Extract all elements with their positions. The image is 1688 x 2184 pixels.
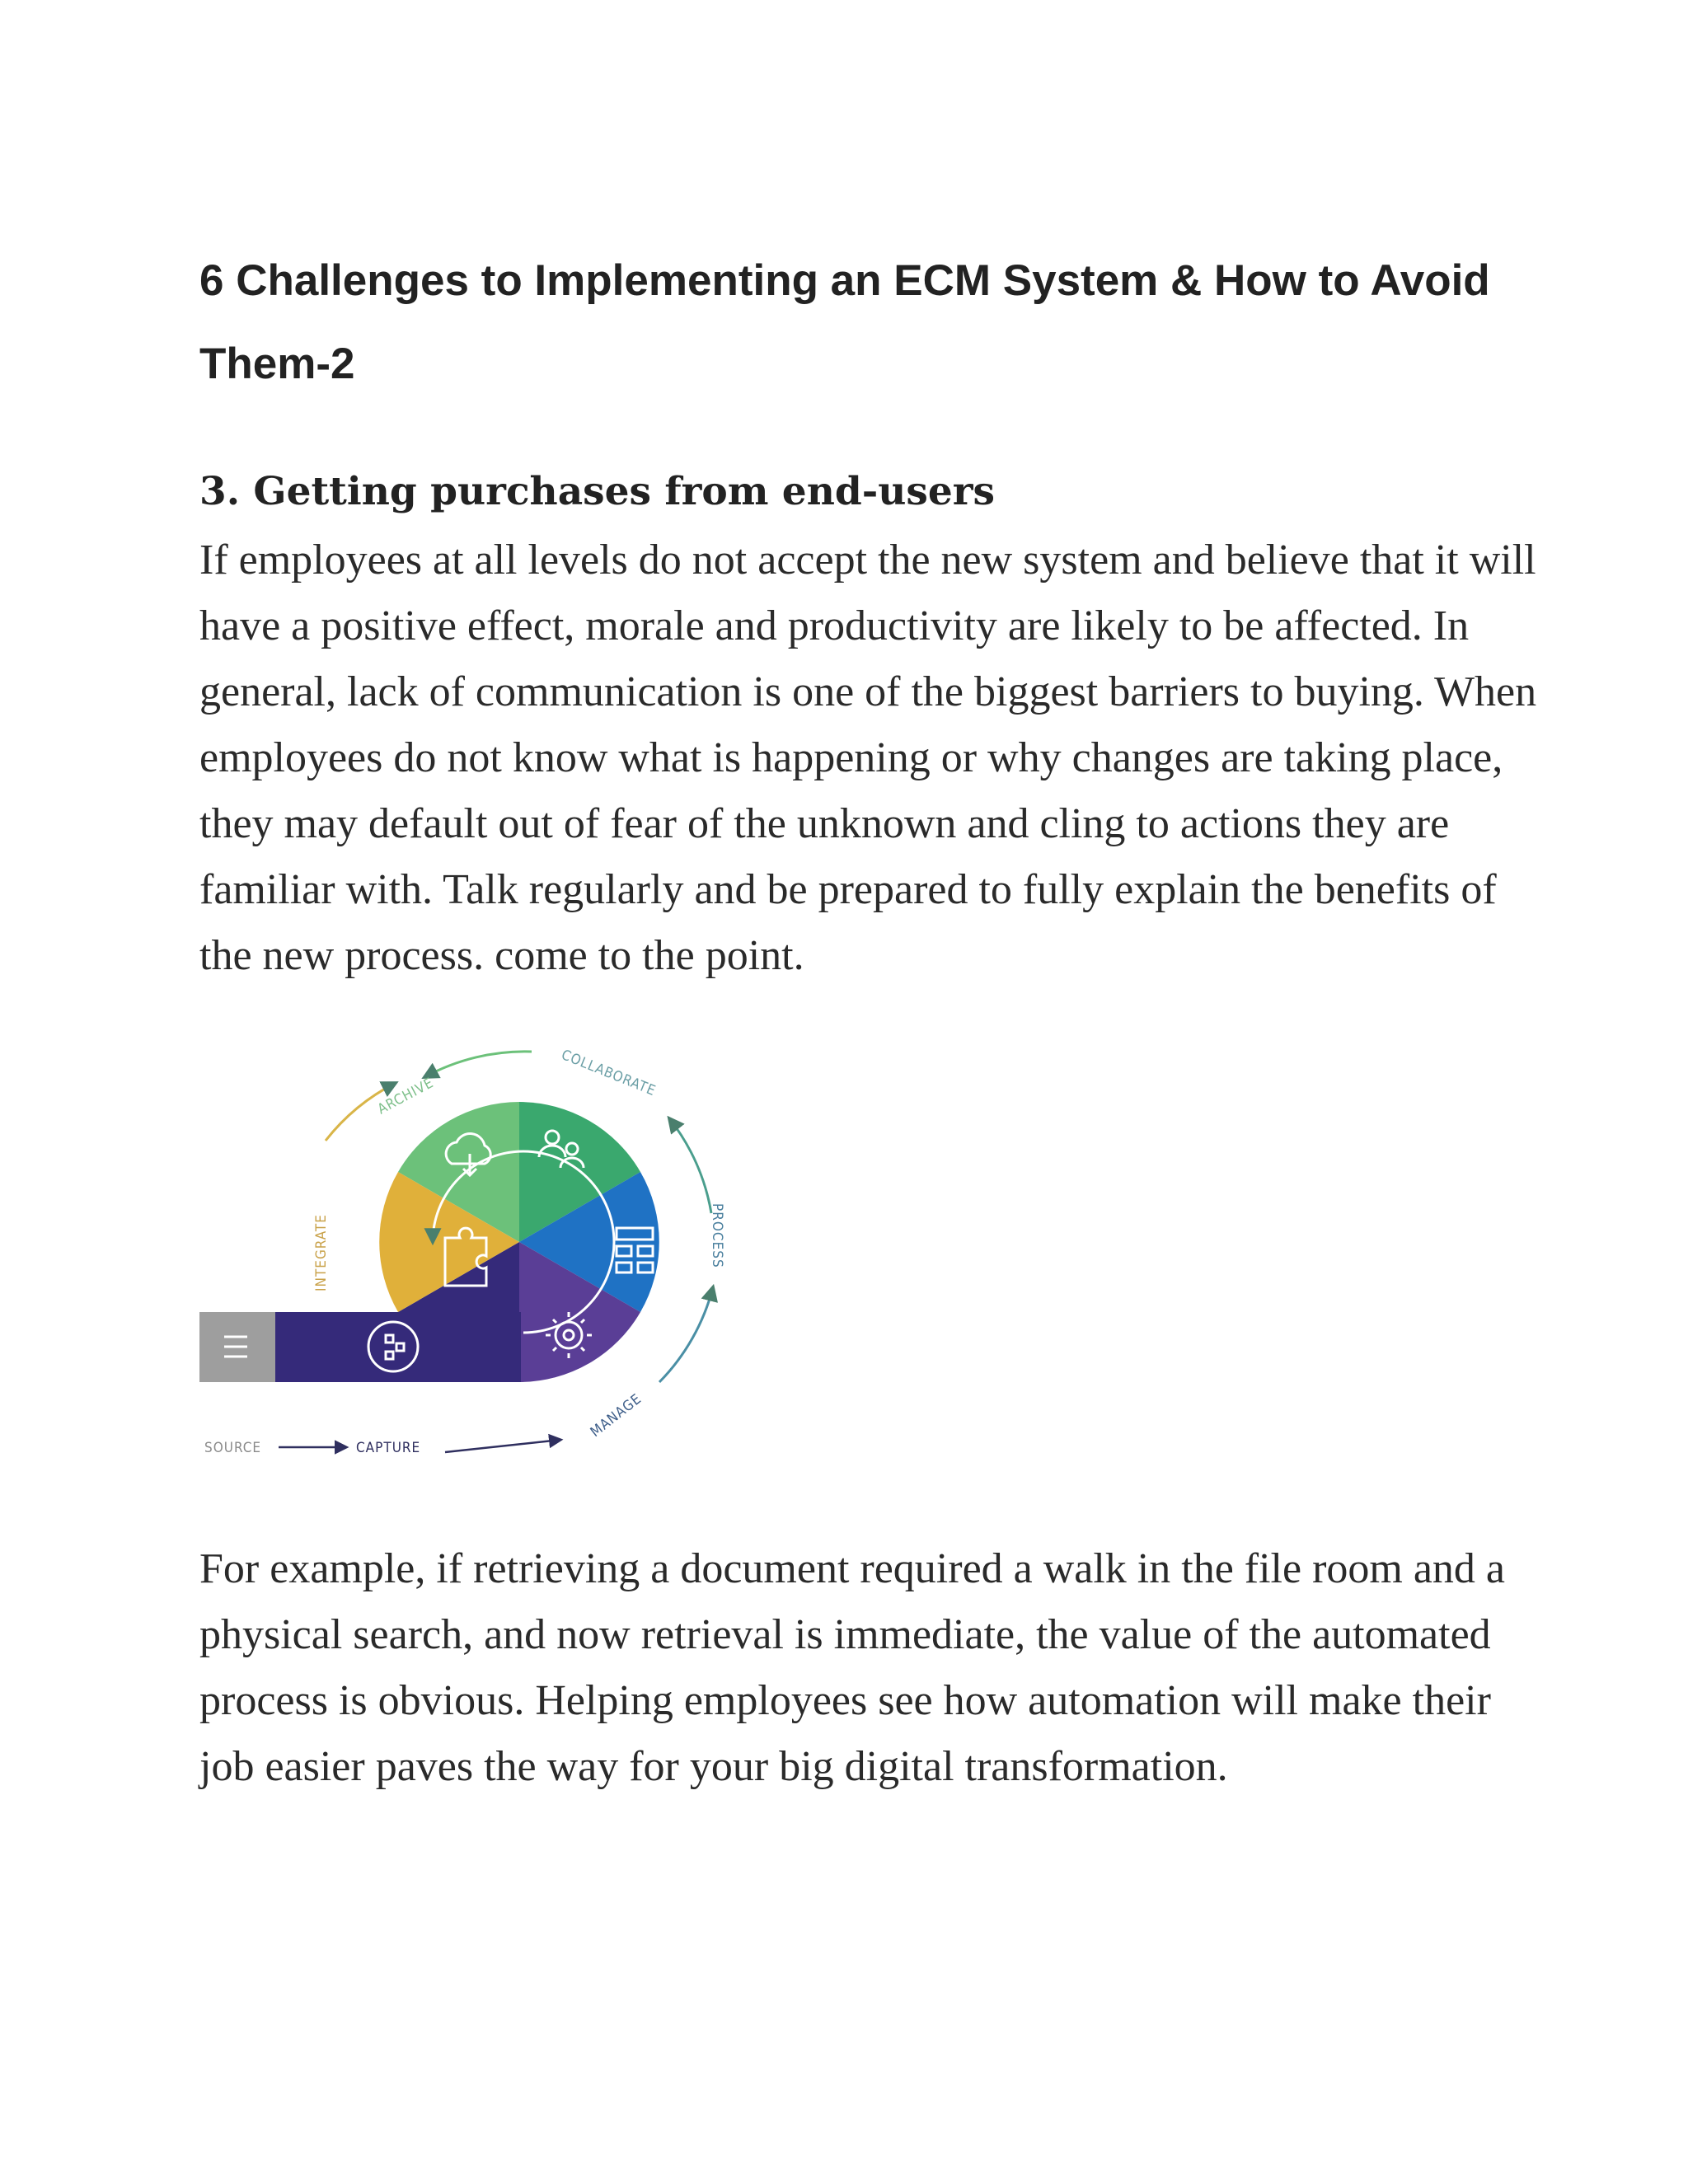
label-process: PROCESS bbox=[709, 1203, 725, 1268]
label-archive: ARCHIVE bbox=[374, 1074, 437, 1118]
label-integrate: INTEGRATE bbox=[313, 1214, 330, 1291]
label-source: SOURCE bbox=[204, 1440, 262, 1456]
cycle-arrow-archive-collaborate bbox=[424, 1052, 532, 1077]
section-heading: 3. Getting purchases from end-users bbox=[199, 469, 995, 514]
label-manage: MANAGE bbox=[587, 1390, 645, 1441]
label-capture: CAPTURE bbox=[356, 1440, 421, 1456]
document-title: 6 Challenges to Implementing an ECM System & How to Avoid Them-2 bbox=[199, 256, 1490, 388]
cycle-arrow-bottom bbox=[445, 1440, 560, 1452]
cycle-arrow-collaborate-process bbox=[669, 1118, 711, 1213]
label-collaborate: COLLABORATE bbox=[559, 1047, 659, 1100]
ecm-lifecycle-diagram bbox=[198, 1040, 725, 1460]
body-paragraph-1: If employees at all levels do not accept the new system and believe that it will have a positive effect, morale and productivity are likely to be affected. In general, lack of communication is one of the biggest barriers to buying. When employees do not know what is happening or why changes are taking place, they may default out of fear of the unknown and cling to actions they are familiar with. Talk regularly and be prepared to fully explain the benefits of the new process. come to the point. bbox=[199, 537, 1537, 979]
cycle-arrow-process-manage bbox=[659, 1287, 713, 1382]
body-paragraph-2: For example, if retrieving a document required a walk in the file room and a physical search, and now retrieval is immediate, the value of the automated process is obvious. Helping employees see how automation will make their job easier paves the way for your big digital transformation. bbox=[199, 1545, 1505, 1790]
